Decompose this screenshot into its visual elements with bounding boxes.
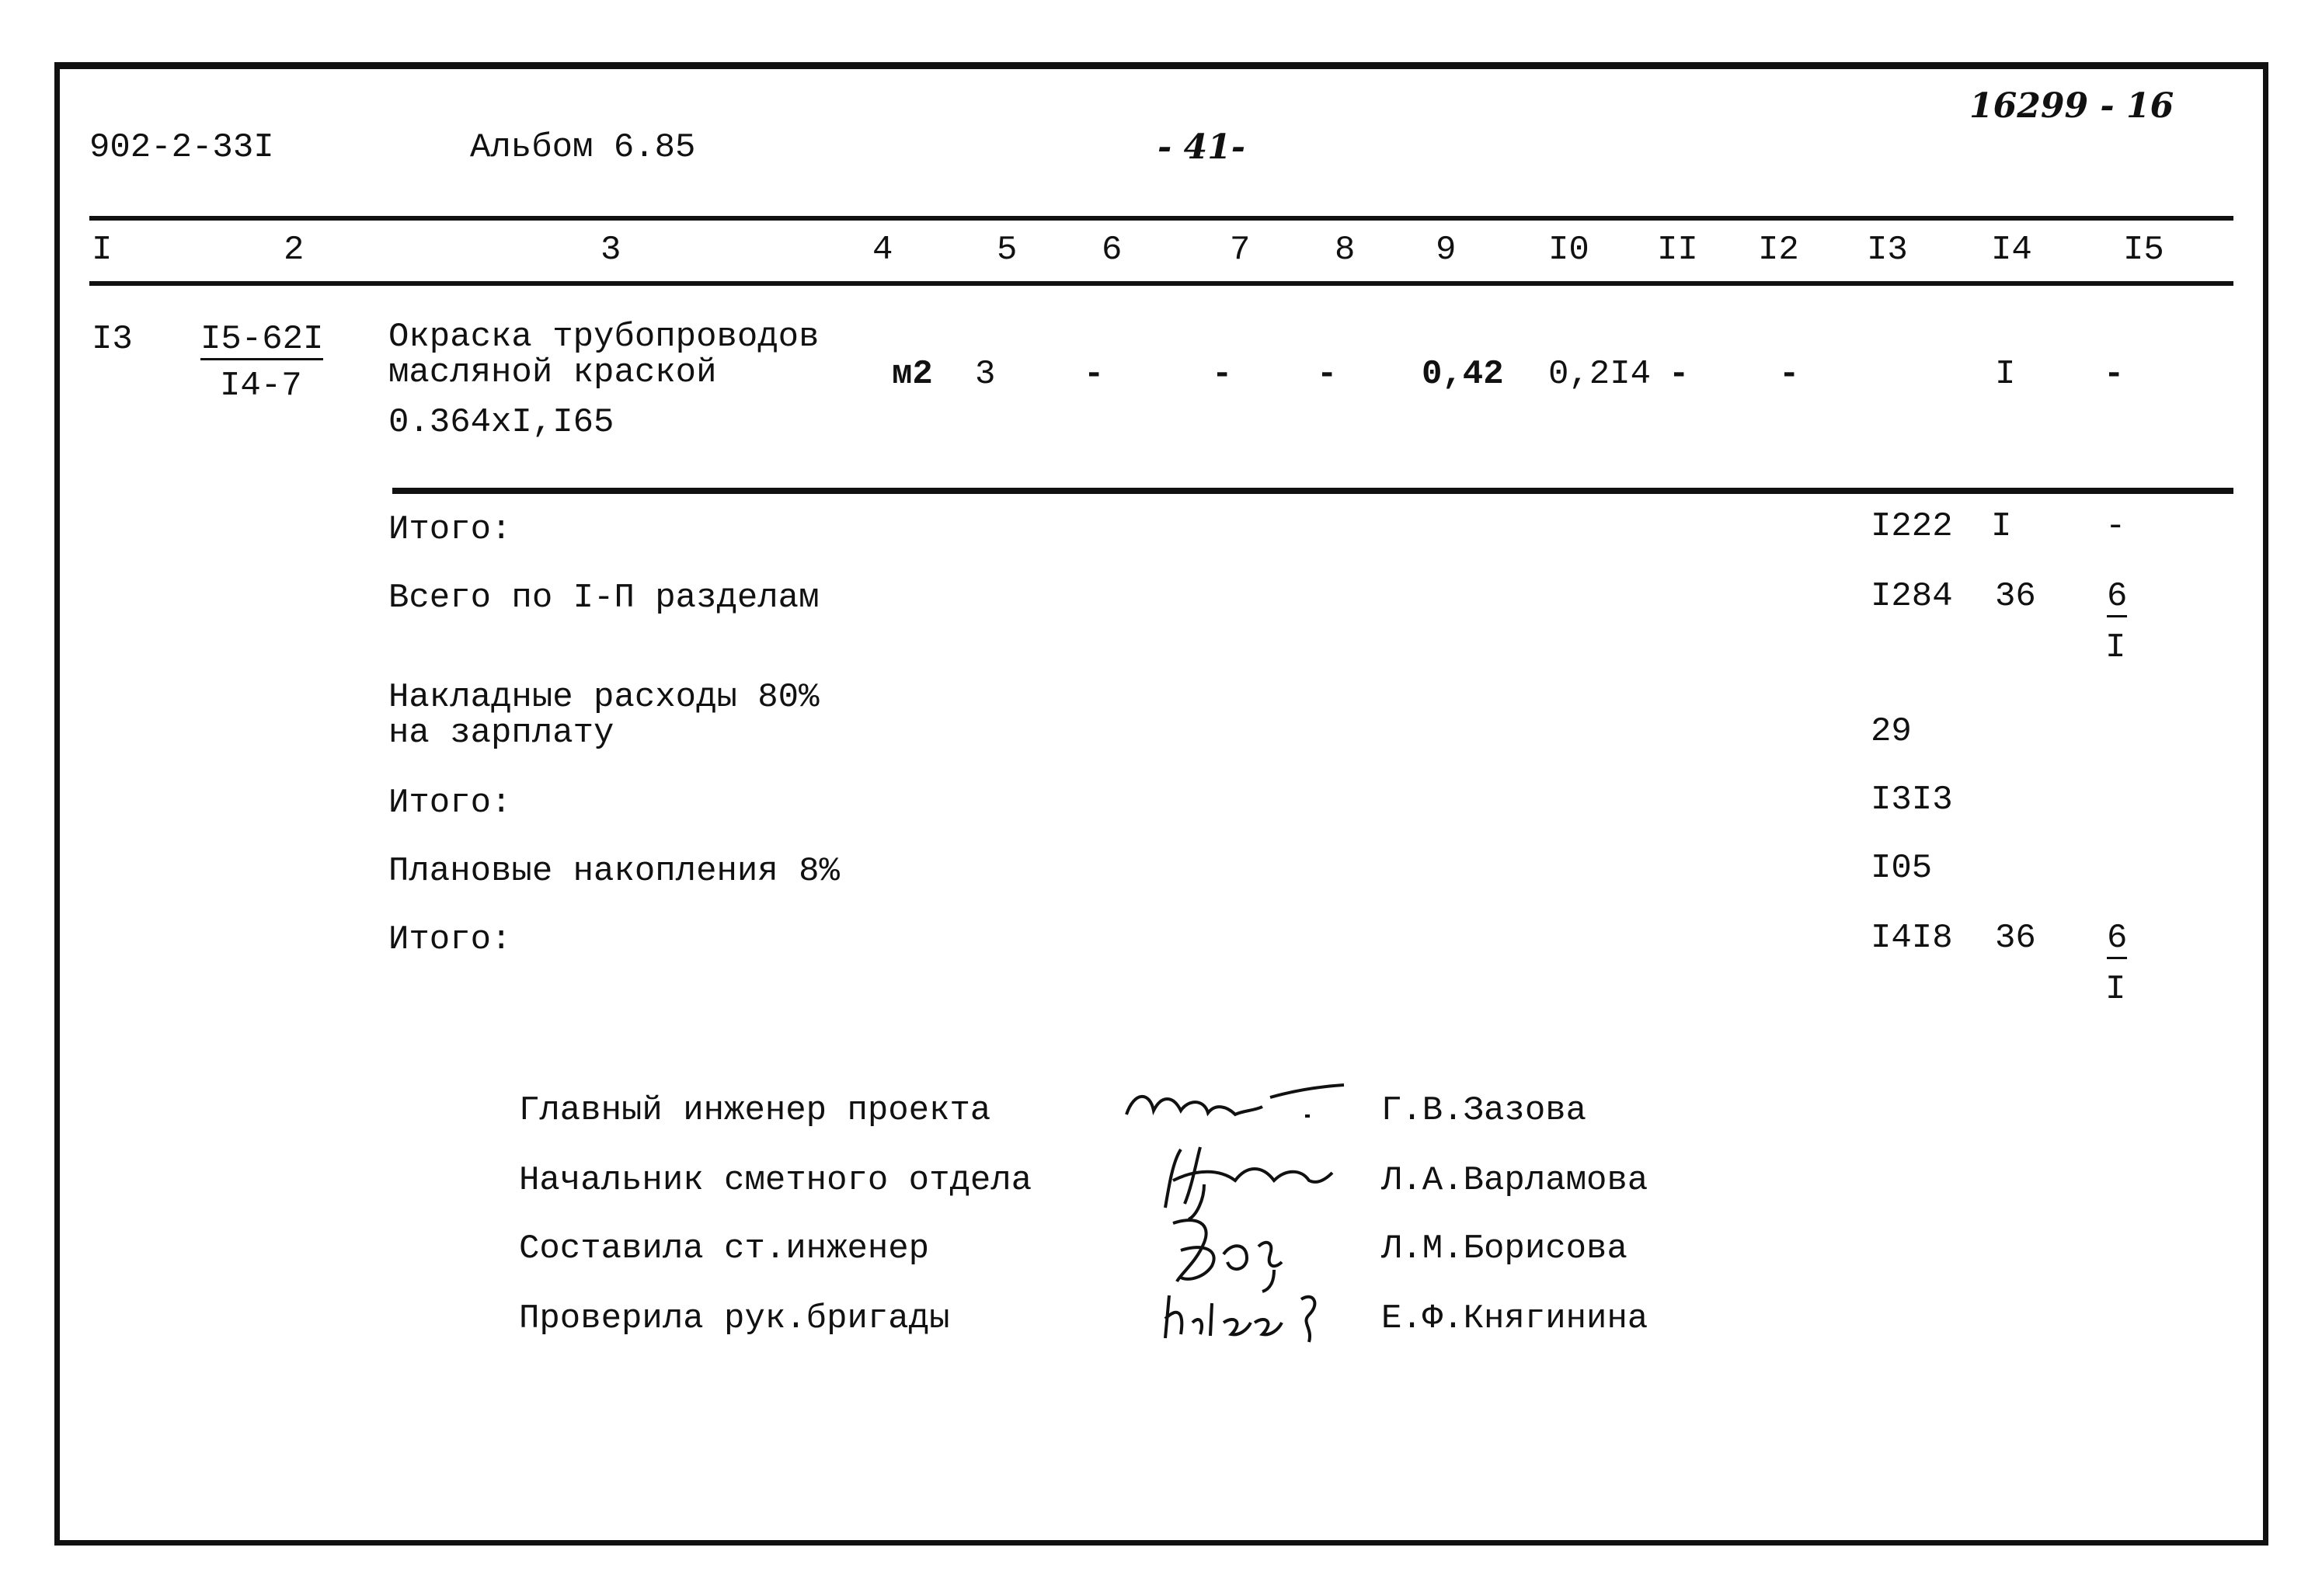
header-top-rule xyxy=(89,216,2233,221)
signatory-name: Г.В.Зазова xyxy=(1381,1091,1587,1130)
item-col15: - xyxy=(2104,355,2125,394)
item-unit: м2 xyxy=(892,355,933,394)
summary-col15-bottom: I xyxy=(2105,970,2126,1009)
item-description-line3: 0.364xI,I65 xyxy=(388,403,614,442)
handwritten-signature xyxy=(1158,1280,1352,1350)
header-bottom-rule xyxy=(89,281,2233,286)
summary-label: Итого: xyxy=(388,784,512,822)
signatory-name: Л.А.Варламова xyxy=(1381,1161,1648,1200)
summary-col15: - xyxy=(2105,507,2126,546)
column-header-15: I5 xyxy=(2123,231,2164,269)
item-col8: - xyxy=(1317,355,1338,394)
column-header-9: 9 xyxy=(1436,231,1457,269)
item-reference-top: I5-62I xyxy=(200,320,324,359)
item-col9: 0,42 xyxy=(1422,355,1504,394)
item-col14: I xyxy=(1995,355,2016,394)
summary-col13: I222 xyxy=(1871,507,1953,546)
column-header-1: I xyxy=(92,231,113,269)
summary-label-line2: на зарплату xyxy=(388,714,614,753)
summary-col13: I4I8 xyxy=(1871,919,1953,958)
column-header-11: II xyxy=(1657,231,1698,269)
signature-role: Проверила рук.бригады xyxy=(519,1299,950,1338)
column-header-14: I4 xyxy=(1991,231,2032,269)
summary-label: Плановые накопления 8% xyxy=(388,852,840,891)
column-header-10: I0 xyxy=(1548,231,1589,269)
summary-rule xyxy=(392,488,2233,494)
item-reference-bottom: I4-7 xyxy=(220,367,302,405)
archive-stamp-number: 16299 - 16 xyxy=(1969,86,2174,126)
item-col6: - xyxy=(1084,355,1105,394)
summary-col14: I xyxy=(1991,507,2012,546)
summary-col14: 36 xyxy=(1995,577,2036,616)
signatory-name: Е.Ф.Княгинина xyxy=(1381,1299,1648,1338)
page-number: - 41- xyxy=(1158,127,1246,167)
item-quantity: 3 xyxy=(975,355,996,394)
summary-col13: 29 xyxy=(1871,712,1912,751)
summary-col13: I05 xyxy=(1871,849,1933,888)
column-header-13: I3 xyxy=(1867,231,1908,269)
summary-label: Всего по I-П разделам xyxy=(388,579,820,617)
item-number: I3 xyxy=(92,320,133,359)
document-code: 902-2-33I xyxy=(89,128,274,167)
album-label: Альбом 6.85 xyxy=(470,128,696,167)
column-header-8: 8 xyxy=(1335,231,1356,269)
column-header-5: 5 xyxy=(997,231,1018,269)
signature-role: Составила ст.инженер xyxy=(519,1229,930,1268)
summary-col14: 36 xyxy=(1995,919,2036,958)
summary-col13: I3I3 xyxy=(1871,781,1953,819)
item-col12: - xyxy=(1779,355,1800,394)
signature-role: Главный инженер проекта xyxy=(519,1091,991,1130)
summary-label: Итого: xyxy=(388,920,512,959)
item-col10: 0,2I4 xyxy=(1548,355,1652,394)
item-description-line2: масляной краской xyxy=(388,353,717,392)
column-header-3: 3 xyxy=(601,231,621,269)
item-col11: - xyxy=(1669,355,1690,394)
column-header-2: 2 xyxy=(284,231,305,269)
summary-col15-top: 6 xyxy=(2107,919,2128,958)
handwritten-signature xyxy=(1119,1076,1352,1130)
summary-label-line1: Накладные расходы 80% xyxy=(388,678,820,717)
item-col7: - xyxy=(1212,355,1233,394)
signature-role: Начальник сметного отдела xyxy=(519,1161,1032,1200)
column-header-7: 7 xyxy=(1230,231,1251,269)
summary-col15-bottom: I xyxy=(2105,628,2126,667)
column-header-6: 6 xyxy=(1102,231,1123,269)
item-description-line1: Окраска трубопроводов xyxy=(388,318,820,356)
column-header-12: I2 xyxy=(1758,231,1799,269)
summary-col13: I284 xyxy=(1871,577,1953,616)
signatory-name: Л.М.Борисова xyxy=(1381,1229,1627,1268)
summary-label: Итого: xyxy=(388,510,512,549)
summary-col15-top: 6 xyxy=(2107,577,2128,616)
column-header-4: 4 xyxy=(872,231,893,269)
